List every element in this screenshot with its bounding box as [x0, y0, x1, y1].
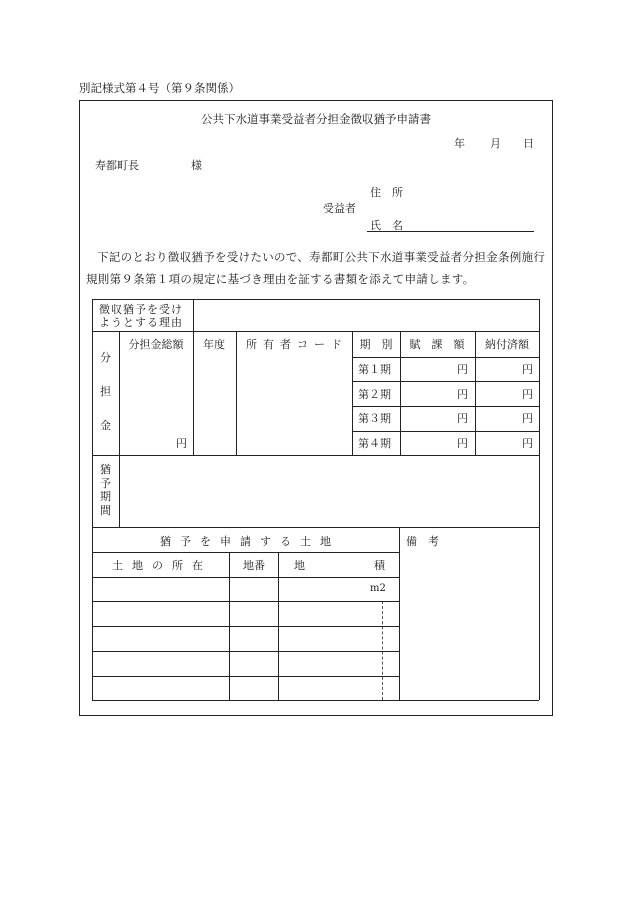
deferral-label-3: 期 — [100, 490, 111, 503]
land-table-title: 猶予を申請する土地 — [160, 535, 340, 548]
header-paid: 納付済額 — [485, 338, 529, 351]
assessed-yen-2: 円 — [457, 388, 468, 401]
form-number-label: 別記様式第４号（第９条関係） — [79, 81, 240, 95]
header-area-right: 積 — [374, 559, 385, 572]
header-location: 土地の所在 — [112, 559, 212, 572]
application-form — [79, 100, 553, 716]
deferral-period-input[interactable] — [123, 458, 536, 524]
header-owner-code: 所有者コード — [246, 338, 348, 351]
total-yen-unit: 円 — [176, 437, 187, 450]
deferral-label-1: 猶 — [100, 463, 111, 476]
deferral-label-4: 間 — [100, 504, 111, 517]
addressee-name: 寿都町長 — [95, 159, 139, 172]
header-assessed: 賦 課 額 — [409, 338, 465, 351]
reason-input-area[interactable] — [197, 301, 537, 329]
applicant-role-label: 受益者 — [323, 202, 356, 215]
date-day-label: 日 — [523, 137, 534, 150]
period-1-label: 第１期 — [358, 363, 391, 376]
paid-yen-3: 円 — [522, 412, 533, 425]
date-month-label: 月 — [490, 137, 501, 150]
charge-side-label-1: 分 — [100, 351, 111, 364]
form-title: 公共下水道事業受益者分担金徴収猶予申請書 — [201, 112, 431, 126]
remarks-label: 備 考 — [406, 535, 439, 548]
deferral-label-2: 予 — [100, 477, 111, 490]
paid-yen-1: 円 — [522, 363, 533, 376]
reason-label-line2: ようとする理由 — [99, 316, 183, 329]
header-area-left: 地 — [294, 559, 305, 572]
assessed-yen-4: 円 — [457, 437, 468, 450]
header-year: 年度 — [203, 338, 225, 351]
date-year-label: 年 — [454, 137, 465, 150]
header-period: 期 別 — [359, 338, 393, 351]
charge-side-label-3: 金 — [100, 419, 111, 432]
header-total: 分担金総額 — [128, 338, 184, 351]
assessed-yen-1: 円 — [457, 363, 468, 376]
name-underline — [367, 231, 534, 232]
paid-yen-2: 円 — [522, 388, 533, 401]
address-label: 住 所 — [370, 186, 403, 199]
period-4-label: 第４期 — [358, 437, 391, 450]
addressee-honorific: 様 — [191, 159, 202, 172]
charge-side-label-2: 担 — [100, 385, 111, 398]
assessed-yen-3: 円 — [457, 412, 468, 425]
period-2-label: 第２期 — [358, 388, 391, 401]
period-3-label: 第３期 — [358, 412, 391, 425]
paid-yen-4: 円 — [522, 437, 533, 450]
header-lot: 地番 — [243, 559, 265, 572]
area-unit: m2 — [370, 583, 386, 594]
reason-label-line1: 徴収猶予を受け — [99, 303, 183, 316]
request-body-text: 下記のとおり徴収猶予を受けたいので、寿都町公共下水道事業受益者分担金条例施行規則第９条第１項の規定に基づき理由を証する書類を添えて申請します。 — [86, 250, 546, 286]
name-label: 氏 名 — [370, 219, 403, 232]
